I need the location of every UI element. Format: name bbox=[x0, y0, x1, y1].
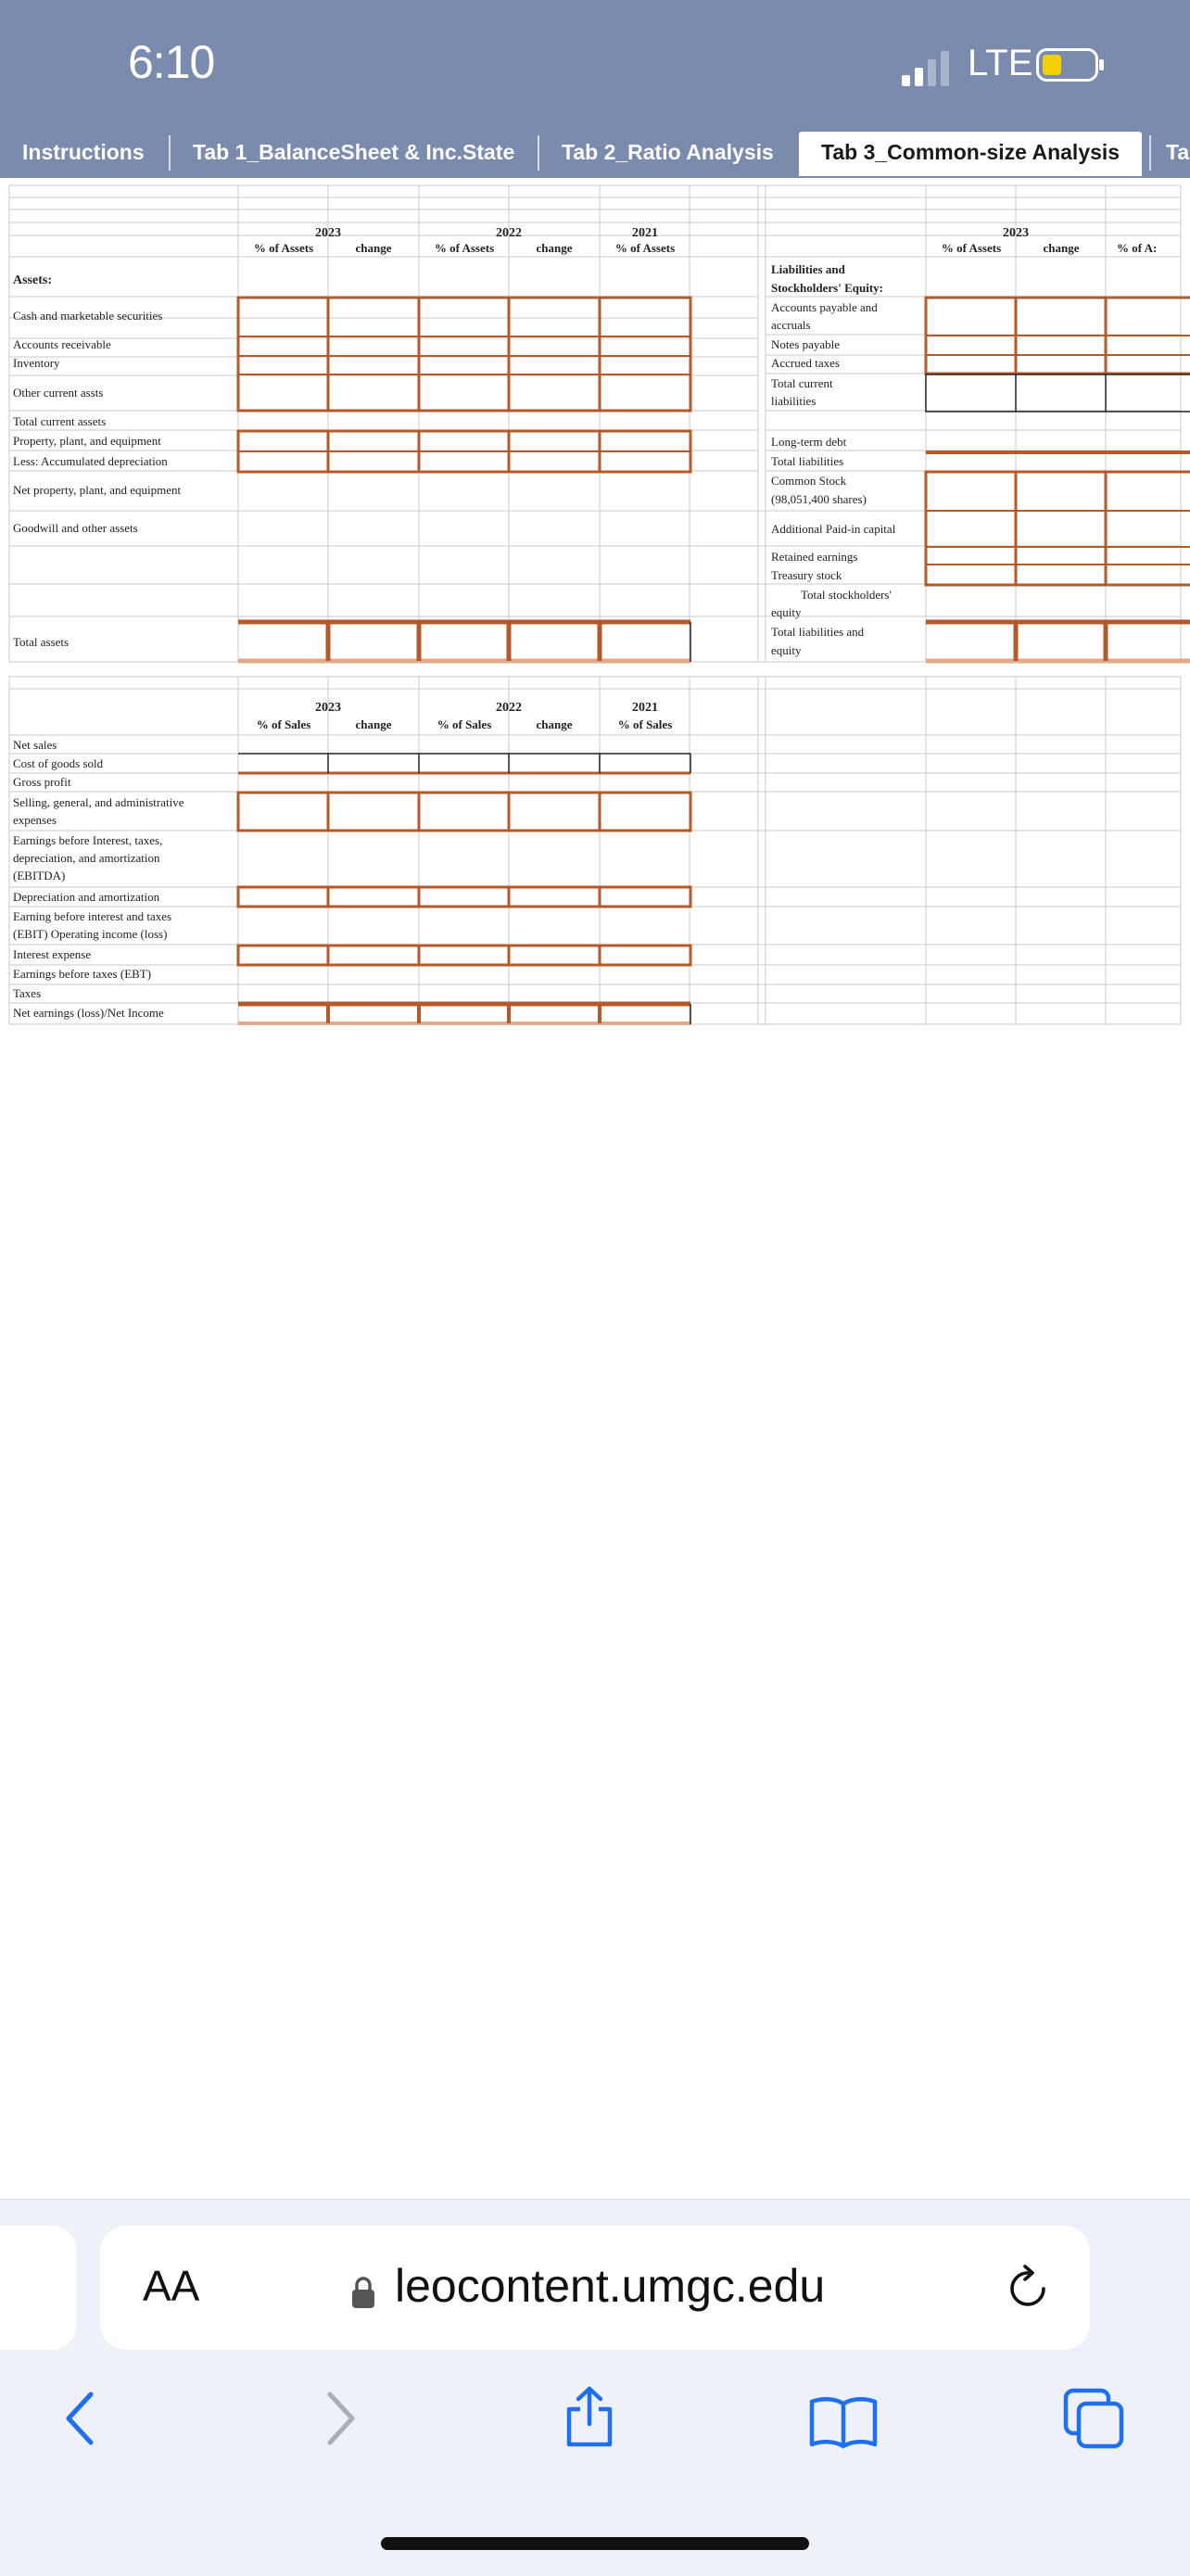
back-arrow-icon[interactable] bbox=[61, 2391, 98, 2446]
text-size-label: AA bbox=[143, 2262, 200, 2310]
share-icon[interactable] bbox=[562, 2385, 617, 2448]
spreadsheet-grid bbox=[0, 178, 1190, 2199]
income-input-boxes bbox=[238, 773, 690, 1023]
liab-row-label: liabilities bbox=[771, 394, 817, 408]
liab-row-label: (98,051,400 shares) bbox=[771, 492, 867, 506]
address-bar[interactable] bbox=[100, 2226, 1090, 2350]
liab-row-label: Accounts payable and bbox=[771, 300, 878, 314]
income-year-2023: 2023 bbox=[315, 701, 341, 715]
liab-row-label: Common Stock bbox=[771, 474, 847, 488]
balance-col-pct-2: % of Assets bbox=[434, 241, 495, 255]
tab-separator bbox=[538, 135, 539, 171]
liab-row-label: Long-term debt bbox=[771, 435, 847, 449]
income-row-label: Interest expense bbox=[13, 947, 92, 961]
cellular-signal-icon bbox=[902, 51, 957, 86]
forward-arrow-icon[interactable] bbox=[323, 2391, 360, 2446]
liab-row-label: Total stockholders' bbox=[801, 588, 892, 602]
liab-row-label: Notes payable bbox=[771, 337, 841, 351]
url-text[interactable]: leocontent.umgc.edu bbox=[395, 2260, 826, 2312]
tab-separator bbox=[169, 135, 171, 171]
income-row-label: Depreciation and amortization bbox=[13, 890, 160, 904]
asset-row-label: Net property, plant, and equipment bbox=[13, 483, 182, 497]
balance-right-input-boxes bbox=[926, 298, 1190, 661]
balance-right-col-change: change bbox=[1043, 241, 1080, 255]
browser-toolbar bbox=[0, 2199, 1190, 2576]
asset-row-label: Inventory bbox=[13, 356, 60, 370]
balance-col-change-2: change bbox=[536, 241, 573, 255]
reload-icon[interactable] bbox=[1006, 2265, 1049, 2311]
income-col-pct-2: % of Sales bbox=[437, 717, 492, 731]
liab-row-label: Treasury stock bbox=[771, 568, 842, 582]
tabs-overview-icon[interactable] bbox=[1062, 2387, 1127, 2452]
tab-common-size-analysis[interactable]: Tab 3_Common-size Analysis bbox=[799, 132, 1142, 176]
income-col-change-1: change bbox=[355, 717, 392, 731]
liab-row-label: equity bbox=[771, 605, 802, 619]
asset-row-label: Total current assets bbox=[13, 414, 107, 428]
income-row-label: Net earnings (loss)/Net Income bbox=[13, 1006, 164, 1020]
income-col-pct-3: % of Sales bbox=[617, 717, 673, 731]
liab-header-line1: Liabilities and bbox=[771, 262, 845, 276]
income-row-label: Gross profit bbox=[13, 775, 71, 789]
income-row-label: Earnings before taxes (EBT) bbox=[13, 967, 152, 981]
balance-year-2021: 2021 bbox=[632, 226, 658, 240]
income-row-label: Earnings before Interest, taxes, bbox=[13, 833, 163, 847]
status-time: 6:10 bbox=[128, 36, 215, 88]
balance-col-pct-1: % of Assets bbox=[253, 241, 314, 255]
liab-header-line2: Stockholders' Equity: bbox=[771, 281, 883, 295]
asset-row-label: Other current assts bbox=[13, 386, 104, 400]
income-year-2021: 2021 bbox=[632, 701, 658, 715]
balance-right-year-2023: 2023 bbox=[1003, 226, 1029, 240]
asset-row-label: Property, plant, and equipment bbox=[13, 434, 161, 448]
battery-icon bbox=[1036, 48, 1105, 82]
asset-row-label: Total assets bbox=[13, 635, 70, 649]
income-grid bbox=[9, 677, 1181, 1024]
bookmarks-icon[interactable] bbox=[808, 2394, 879, 2450]
balance-grid bbox=[9, 185, 1181, 662]
tab-balance-sheet[interactable]: Tab 1_BalanceSheet & Inc.State bbox=[193, 140, 515, 164]
balance-right-col-pct: % of Assets bbox=[941, 241, 1002, 255]
income-row-label: Taxes bbox=[13, 986, 42, 1000]
asset-row-label: Accounts receivable bbox=[13, 337, 111, 351]
lock-icon bbox=[350, 2276, 376, 2309]
balance-input-boxes bbox=[238, 298, 690, 661]
liab-row-label: Additional Paid-in capital bbox=[771, 522, 896, 536]
asset-row-label: Goodwill and other assets bbox=[13, 521, 138, 535]
sheet-tab-bar bbox=[0, 132, 1190, 178]
liab-row-label: accruals bbox=[771, 318, 811, 332]
income-col-change-2: change bbox=[536, 717, 573, 731]
income-row-label: expenses bbox=[13, 813, 57, 827]
balance-col-pct-3: % of Assets bbox=[614, 241, 676, 255]
home-indicator bbox=[381, 2537, 809, 2550]
income-row-label: Earning before interest and taxes bbox=[13, 909, 172, 923]
income-row-label: (EBIT) Operating income (loss) bbox=[13, 927, 168, 941]
assets-label: Assets: bbox=[13, 273, 52, 287]
balance-year-2023: 2023 bbox=[315, 226, 341, 240]
asset-row-label: Less: Accumulated depreciation bbox=[13, 454, 168, 468]
income-dark-cells bbox=[238, 754, 690, 1024]
tab-next-cut[interactable]: Ta bbox=[1166, 140, 1190, 164]
income-col-pct-1: % of Sales bbox=[256, 717, 311, 731]
income-row-label: (EBITDA) bbox=[13, 869, 66, 882]
balance-col-change-1: change bbox=[355, 241, 392, 255]
liab-row-label: Total liabilities and bbox=[771, 625, 865, 639]
liab-row-label: Total current bbox=[771, 376, 833, 390]
asset-row-label: Cash and marketable securities bbox=[13, 309, 163, 323]
tab-separator bbox=[1149, 135, 1151, 171]
balance-right-col-pct-cut: % of A: bbox=[1117, 241, 1158, 255]
tab-ratio-analysis[interactable]: Tab 2_Ratio Analysis bbox=[562, 140, 774, 164]
network-type: LTE bbox=[968, 43, 1033, 83]
income-year-2022: 2022 bbox=[496, 701, 522, 715]
liab-row-label: Retained earnings bbox=[771, 550, 858, 564]
spreadsheet-area bbox=[0, 178, 1190, 2199]
income-row-label: Cost of goods sold bbox=[13, 756, 104, 770]
text-size-button[interactable] bbox=[143, 2261, 199, 2311]
liab-row-label: equity bbox=[771, 643, 802, 657]
tab-instructions[interactable]: Instructions bbox=[22, 140, 145, 164]
balance-year-2022: 2022 bbox=[496, 226, 522, 240]
previous-tab-card[interactable] bbox=[0, 2226, 76, 2350]
income-row-label: depreciation, and amortization bbox=[13, 851, 160, 865]
status-bar bbox=[0, 0, 1190, 132]
income-row-label: Selling, general, and administrative bbox=[13, 795, 184, 809]
liab-row-label: Accrued taxes bbox=[771, 356, 840, 370]
liab-row-label: Total liabilities bbox=[771, 454, 844, 468]
income-row-label: Net sales bbox=[13, 738, 57, 752]
